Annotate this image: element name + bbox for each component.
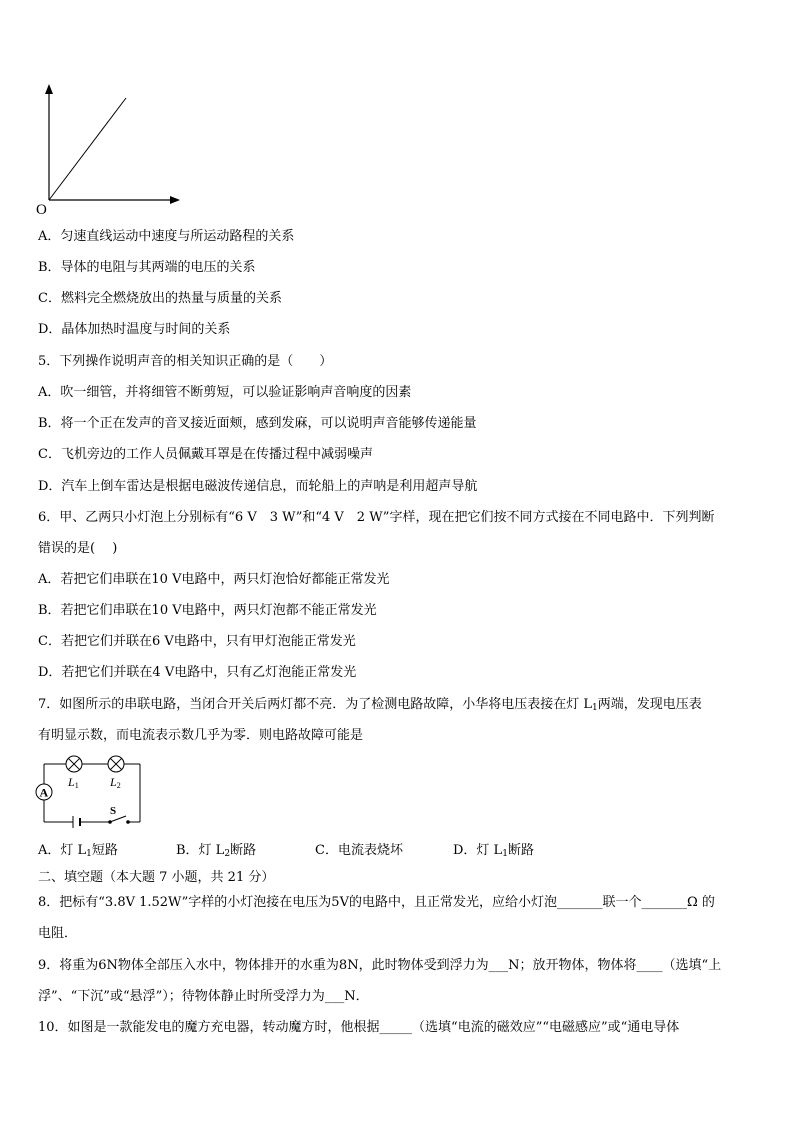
q6-option-a: A．若把它们串联在10 V电路中，两只灯泡恰好都能正常发光 xyxy=(38,572,390,587)
q5-option-a: A．吹一细管，并将细管不断剪短，可以验证影响声音响度的因素 xyxy=(38,385,412,400)
ammeter-symbol xyxy=(36,784,52,800)
q7-option-b: B．灯 $L_2$断路 xyxy=(176,843,257,859)
q9-line1: 9．将重为6N物体全部压入水中，物体排开的水重为8N，此时物体受到浮力为___N；放开物体，物体将____（选填“上 xyxy=(38,958,722,973)
q6-stem-line2: 错误的是( ) xyxy=(38,541,118,556)
q5-option-c: C．飞机旁边的工作人员佩戴耳罩是在传播过程中减弱噪声 xyxy=(38,447,373,462)
q4-option-d: D．晶体加热时温度与时间的关系 xyxy=(38,322,231,337)
lamp-1-label: L1 xyxy=(68,775,79,790)
q4-option-a: A．匀速直线运动中速度与所运动路程的关系 xyxy=(38,229,295,244)
q7-stem-line1 xyxy=(38,697,702,716)
q8-line2: 电阻． xyxy=(38,926,78,941)
lamp-1-symbol xyxy=(66,756,82,772)
x-axis-arrow xyxy=(170,196,180,204)
proportional-line xyxy=(49,98,126,200)
switch-label: S xyxy=(110,805,117,817)
q6-option-d: D．若把它们并联在4 V电路中，只有乙灯泡能正常发光 xyxy=(38,665,357,680)
q7-option-d: D．灯 $L_1$断路 xyxy=(453,843,534,859)
q10-line1: 10．如图是一款能发电的魔方充电器，转动魔方时，他根据_____（选填“电流的磁效应”“电磁感应”或“通电导体 xyxy=(38,1020,680,1035)
battery-symbol xyxy=(73,816,80,828)
origin-label: O xyxy=(36,202,47,218)
q6-option-c: C．若把它们并联在6 V电路中，只有甲灯泡能正常发光 xyxy=(38,634,356,649)
q8-line1: 8．把标有“3.8V 1.52W”字样的小灯泡接在电压为5V的电路中，且正常发光，应给小灯泡_______联一个_______Ω 的 xyxy=(38,895,715,910)
q5-stem: 5．下列操作说明声音的相关知识正确的是（ ） xyxy=(38,354,333,369)
q7-stem-line2: 有明显示数，而电流表示数几乎为零．则电路故障可能是 xyxy=(38,728,364,743)
section-heading: 二、填空题（本大题 7 小题，共 21 分） xyxy=(38,870,275,885)
q7-option-a: A．灯 $L_1$短路 xyxy=(38,843,118,859)
q7-stem-part1: 7．如图所示的串联电路，当闭合开关后两灯都不亮．为了检测电路故障，小华将电压表接在灯 L xyxy=(38,697,593,712)
lamp-2-symbol xyxy=(108,756,124,772)
q5-option-b: B．将一个正在发声的音叉接近面颊，感到发麻，可以说明声音能够传递能量 xyxy=(38,416,477,431)
q5-option-d: D．汽车上倒车雷达是根据电磁波传递信息，而轮船上的声呐是利用超声导航 xyxy=(38,479,478,494)
q7-stem-part2: 两端，发现电压表 xyxy=(597,697,702,712)
q4-option-b: B．导体的电阻与其两端的电压的关系 xyxy=(38,260,256,275)
ammeter-label: A xyxy=(39,785,49,800)
lamp-2-label: L2 xyxy=(110,775,121,790)
q9-line2: 浮”、“下沉”或“悬浮”）；待物体静止时所受浮力为___N． xyxy=(38,989,369,1004)
q6-stem-line1: 6．甲、乙两只小灯泡上分别标有“6 V 3 W”和“4 V 2 W”字样，现在把它们按不同方式接在不同电路中．下列判断 xyxy=(38,510,715,525)
q7-stem-sub: 1 xyxy=(592,703,598,713)
q4-option-c: C．燃料完全燃烧放出的热量与质量的关系 xyxy=(38,291,282,306)
line-graph xyxy=(30,78,190,218)
switch-symbol xyxy=(109,816,130,823)
y-axis-arrow xyxy=(45,84,53,94)
series-circuit-diagram xyxy=(30,752,150,832)
q6-option-b: B．若把它们串联在10 V电路中，两只灯泡都不能正常发光 xyxy=(38,603,377,618)
q7-option-c: C．电流表烧坏 xyxy=(315,843,403,858)
